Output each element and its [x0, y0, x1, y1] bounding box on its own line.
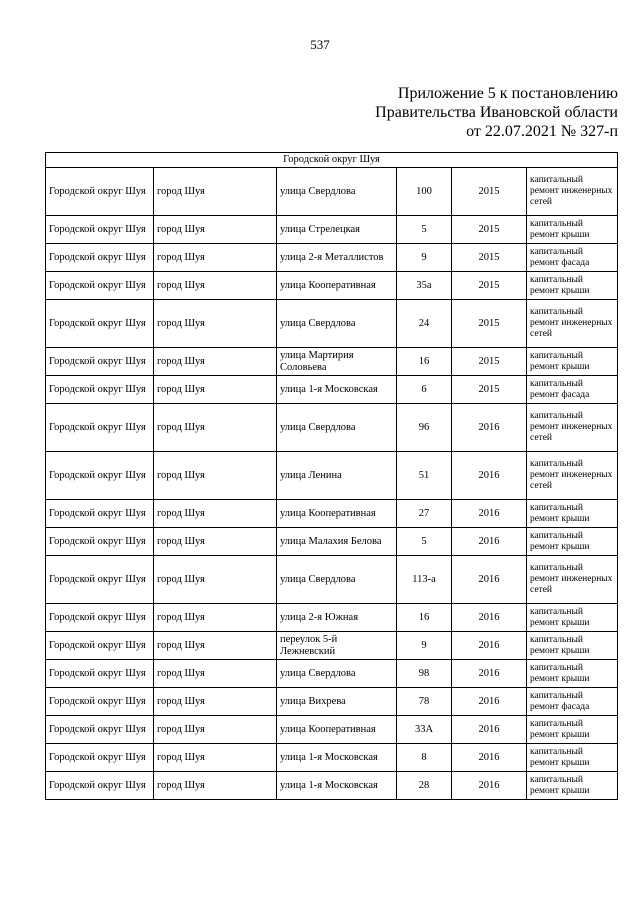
year-cell: 2016 [452, 744, 527, 772]
repair-registry-table [45, 152, 618, 800]
year-cell: 2016 [452, 604, 527, 632]
city-cell: город Шуя [154, 272, 277, 300]
house-number-cell: 9 [397, 632, 452, 660]
table-row [46, 452, 618, 500]
district-cell: Городской округ Шуя [46, 348, 154, 376]
work-type-cell: капитальный ремонт крыши [527, 632, 618, 660]
district-cell: Городской округ Шуя [46, 772, 154, 800]
year-cell: 2016 [452, 500, 527, 528]
district-cell: Городской округ Шуя [46, 216, 154, 244]
work-type-cell: капитальный ремонт крыши [527, 744, 618, 772]
house-number-cell: 9 [397, 244, 452, 272]
table-row [46, 660, 618, 688]
street-cell: улица Малахия Белова [277, 528, 397, 556]
house-number-cell: 24 [397, 300, 452, 348]
appendix-line-1: Приложение 5 к постановлению [397, 85, 618, 102]
table-row [46, 216, 618, 244]
work-type-cell: капитальный ремонт крыши [527, 604, 618, 632]
street-cell: улица Стрелецкая [277, 216, 397, 244]
house-number-cell: 5 [397, 216, 452, 244]
street-cell: улица 1-я Московская [277, 744, 397, 772]
work-type-cell: капитальный ремонт крыши [527, 348, 618, 376]
house-number-cell: 28 [397, 772, 452, 800]
street-cell: улица Кооперативная [277, 716, 397, 744]
house-number-cell: 8 [397, 744, 452, 772]
street-cell: улица Ленина [277, 452, 397, 500]
city-cell: город Шуя [154, 528, 277, 556]
table-row [46, 348, 618, 376]
street-cell: улица 2-я Металлистов [277, 244, 397, 272]
city-cell: город Шуя [154, 772, 277, 800]
house-number-cell: 51 [397, 452, 452, 500]
street-cell: улица Свердлова [277, 300, 397, 348]
street-cell: улица Мартирия Соловьева [277, 348, 397, 376]
year-cell: 2015 [452, 216, 527, 244]
house-number-cell: 6 [397, 376, 452, 404]
work-type-cell: капитальный ремонт инженерных сетей [527, 452, 618, 500]
year-cell: 2015 [452, 272, 527, 300]
street-cell: улица Свердлова [277, 556, 397, 604]
year-cell: 2016 [452, 452, 527, 500]
city-cell: город Шуя [154, 168, 277, 216]
district-cell: Городской округ Шуя [46, 744, 154, 772]
year-cell: 2016 [452, 528, 527, 556]
year-cell: 2016 [452, 688, 527, 716]
district-cell: Городской округ Шуя [46, 376, 154, 404]
section-header-row [46, 153, 618, 168]
table-row [46, 556, 618, 604]
street-cell: улица Кооперативная [277, 500, 397, 528]
street-cell: улица Свердлова [277, 168, 397, 216]
table-row [46, 272, 618, 300]
district-cell: Городской округ Шуя [46, 404, 154, 452]
work-type-cell: капитальный ремонт инженерных сетей [527, 300, 618, 348]
section-title: Городской округ Шуя [46, 153, 618, 168]
city-cell: город Шуя [154, 452, 277, 500]
table-row [46, 300, 618, 348]
city-cell: город Шуя [154, 348, 277, 376]
district-cell: Городской округ Шуя [46, 452, 154, 500]
street-cell: улица 1-я Московская [277, 772, 397, 800]
house-number-cell: 96 [397, 404, 452, 452]
work-type-cell: капитальный ремонт инженерных сетей [527, 556, 618, 604]
work-type-cell: капитальный ремонт крыши [527, 772, 618, 800]
district-cell: Городской округ Шуя [46, 632, 154, 660]
page-number: 537 [310, 37, 330, 52]
year-cell: 2015 [452, 300, 527, 348]
year-cell: 2015 [452, 376, 527, 404]
city-cell: город Шуя [154, 660, 277, 688]
year-cell: 2015 [452, 168, 527, 216]
district-cell: Городской округ Шуя [46, 272, 154, 300]
city-cell: город Шуя [154, 688, 277, 716]
street-cell: улица Вихрева [277, 688, 397, 716]
table-row [46, 244, 618, 272]
house-number-cell: 27 [397, 500, 452, 528]
work-type-cell: капитальный ремонт инженерных сетей [527, 168, 618, 216]
city-cell: город Шуя [154, 404, 277, 452]
year-cell: 2016 [452, 556, 527, 604]
appendix-line-3: от 22.07.2021 № 327-п [466, 123, 618, 140]
table-row [46, 744, 618, 772]
district-cell: Городской округ Шуя [46, 716, 154, 744]
city-cell: город Шуя [154, 632, 277, 660]
district-cell: Городской округ Шуя [46, 500, 154, 528]
city-cell: город Шуя [154, 744, 277, 772]
house-number-cell: 16 [397, 348, 452, 376]
table-row [46, 772, 618, 800]
house-number-cell: 113-а [397, 556, 452, 604]
table-row [46, 168, 618, 216]
house-number-cell: 78 [397, 688, 452, 716]
work-type-cell: капитальный ремонт фасада [527, 376, 618, 404]
year-cell: 2016 [452, 632, 527, 660]
city-cell: город Шуя [154, 376, 277, 404]
house-number-cell: 33А [397, 716, 452, 744]
work-type-cell: капитальный ремонт крыши [527, 216, 618, 244]
table-row [46, 688, 618, 716]
table-row [46, 500, 618, 528]
city-cell: город Шуя [154, 500, 277, 528]
appendix-line-2: Правительства Ивановской области [375, 104, 618, 121]
appendix-header [375, 84, 618, 141]
street-cell: улица 1-я Московская [277, 376, 397, 404]
city-cell: город Шуя [154, 216, 277, 244]
street-cell: улица Свердлова [277, 660, 397, 688]
work-type-cell: капитальный ремонт крыши [527, 716, 618, 744]
house-number-cell: 16 [397, 604, 452, 632]
year-cell: 2016 [452, 772, 527, 800]
year-cell: 2015 [452, 348, 527, 376]
work-type-cell: капитальный ремонт крыши [527, 528, 618, 556]
city-cell: город Шуя [154, 244, 277, 272]
table-row [46, 716, 618, 744]
year-cell: 2016 [452, 660, 527, 688]
street-cell: переулок 5-й Лежневский [277, 632, 397, 660]
district-cell: Городской округ Шуя [46, 604, 154, 632]
work-type-cell: капитальный ремонт крыши [527, 272, 618, 300]
house-number-cell: 98 [397, 660, 452, 688]
district-cell: Городской округ Шуя [46, 168, 154, 216]
table-row [46, 404, 618, 452]
table-row [46, 604, 618, 632]
city-cell: город Шуя [154, 604, 277, 632]
street-cell: улица Свердлова [277, 404, 397, 452]
house-number-cell: 35а [397, 272, 452, 300]
house-number-cell: 100 [397, 168, 452, 216]
city-cell: город Шуя [154, 556, 277, 604]
district-cell: Городской округ Шуя [46, 528, 154, 556]
work-type-cell: капитальный ремонт фасада [527, 688, 618, 716]
work-type-cell: капитальный ремонт фасада [527, 244, 618, 272]
work-type-cell: капитальный ремонт инженерных сетей [527, 404, 618, 452]
district-cell: Городской округ Шуя [46, 556, 154, 604]
district-cell: Городской округ Шуя [46, 244, 154, 272]
city-cell: город Шуя [154, 300, 277, 348]
work-type-cell: капитальный ремонт крыши [527, 660, 618, 688]
table-row [46, 528, 618, 556]
city-cell: город Шуя [154, 716, 277, 744]
year-cell: 2016 [452, 716, 527, 744]
year-cell: 2015 [452, 244, 527, 272]
year-cell: 2016 [452, 404, 527, 452]
table-row [46, 632, 618, 660]
street-cell: улица Кооперативная [277, 272, 397, 300]
table-row [46, 376, 618, 404]
work-type-cell: капитальный ремонт крыши [527, 500, 618, 528]
district-cell: Городской округ Шуя [46, 660, 154, 688]
street-cell: улица 2-я Южная [277, 604, 397, 632]
district-cell: Городской округ Шуя [46, 688, 154, 716]
house-number-cell: 5 [397, 528, 452, 556]
district-cell: Городской округ Шуя [46, 300, 154, 348]
